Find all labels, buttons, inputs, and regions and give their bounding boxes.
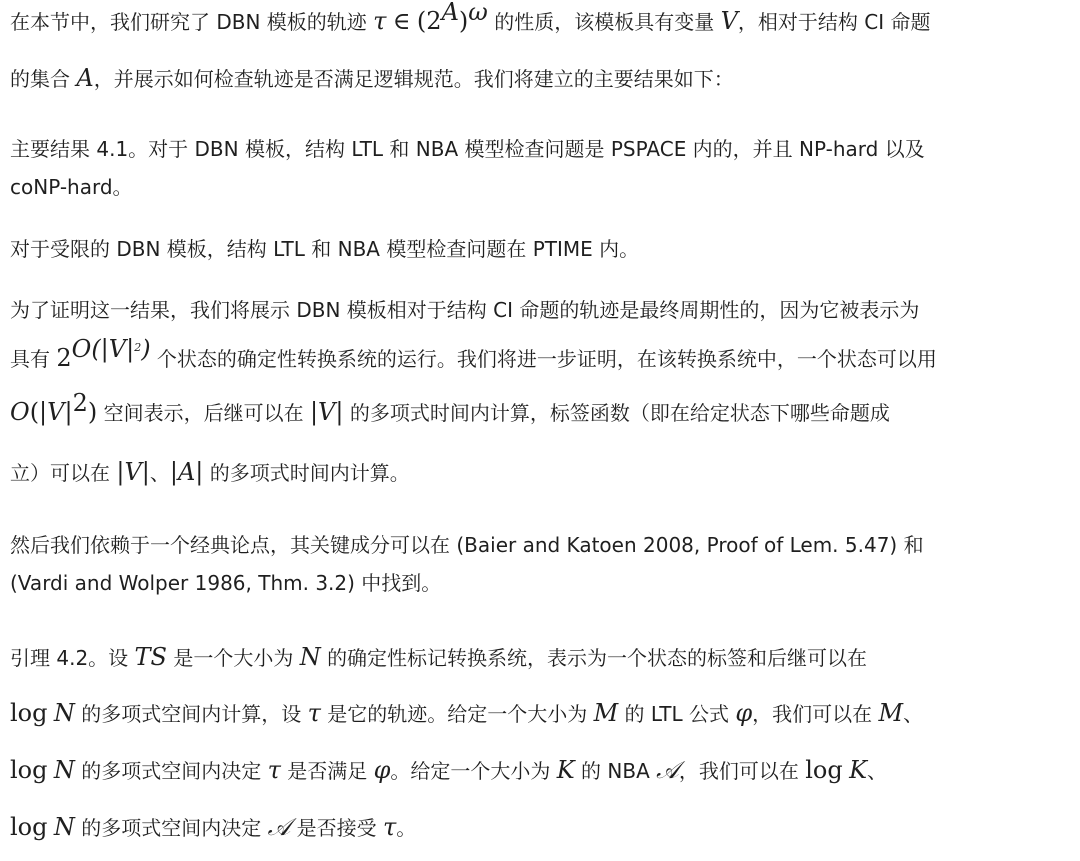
math-log: log: [10, 756, 48, 784]
text-line: 然后我们依赖于一个经典论点，其关键成分可以在 (Baier and Katoen 2008, Proof of Lem. 5.47) 和: [10, 533, 924, 557]
text-run: 是一个大小为: [173, 646, 294, 670]
text-line: 主要结果 4.1。对于 DBN 模板，结构 LTL 和 NBA 模型检查问题是 PSPACE 内的，并且 NP-hard 以及: [10, 137, 925, 161]
text-run: 。给定一个大小为: [390, 759, 551, 783]
text-run: 的多项式空间内决定: [81, 816, 262, 840]
math-text: ): [141, 335, 151, 363]
math-abs-V: |V|: [116, 458, 150, 486]
math-tau: τ: [373, 7, 387, 35]
text-run: 个状态的确定性转换系统的运行。我们将进一步证明，在该转换系统中，一个状态可以用: [156, 347, 937, 371]
math-superscript: 2: [134, 341, 142, 354]
math-text: (2: [416, 7, 442, 35]
text-run: ，相对于结构 CI 命题: [737, 10, 931, 34]
text-run: 的 LTL 公式: [624, 702, 729, 726]
math-V: V: [720, 7, 738, 35]
text-line: [10, 815, 416, 839]
text-line: 对于受限的 DBN 模板，结构 LTL 和 NBA 模型检查问题在 PTIME 内。: [10, 237, 640, 261]
text-run: 是否满足: [287, 759, 368, 783]
math-text: |: [64, 398, 73, 426]
text-line: [10, 645, 867, 669]
text-line: [10, 335, 937, 372]
math-log: log: [10, 813, 48, 841]
text-run: 在本节中，我们研究了 DBN 模板的轨迹: [10, 10, 367, 34]
math-K: K: [556, 756, 575, 784]
math-V: V: [318, 398, 336, 426]
math-state-count: [56, 335, 151, 372]
text-run: 的多项式空间内计算，设: [81, 702, 302, 726]
text-line: 为了证明这一结果，我们将展示 DBN 模板相对于结构 CI 命题的轨迹是最终周期性的，因为它被表示为: [10, 298, 920, 322]
math-abs-A: |A|: [169, 458, 204, 486]
math-TS: TS: [134, 643, 167, 671]
text-run: 引理 4.2。设: [10, 646, 129, 670]
math-text: (|: [29, 398, 48, 426]
text-run: 的性质，该模板具有变量: [494, 10, 715, 34]
math-in: ∈: [392, 7, 411, 35]
text-line: coNP-hard。: [10, 175, 133, 199]
math-N: N: [53, 699, 75, 727]
text-run: 空间表示，后继可以在: [103, 401, 304, 425]
text-run: 、: [149, 461, 170, 485]
math-N: N: [53, 813, 75, 841]
text-run: 的多项式时间内计算，标签函数（即在给定状态下哪些命题成: [349, 401, 890, 425]
math-text: |: [335, 398, 344, 426]
text-run: 立）可以在: [10, 461, 110, 485]
math-text: |: [309, 398, 319, 426]
text-run: 是否接受: [296, 816, 377, 840]
text-run: ，并展示如何检查轨迹是否满足逻辑规范。我们将建立的主要结果如下：: [93, 67, 734, 91]
text-line: [10, 758, 887, 782]
text-line: [10, 0, 931, 35]
math-phi: φ: [373, 756, 391, 784]
text-run: 、: [903, 702, 924, 726]
math-automaton-A: 𝒜: [267, 813, 291, 841]
text-run: 。: [396, 816, 417, 840]
text-run: 的多项式时间内计算。: [209, 461, 410, 485]
math-N: N: [299, 643, 321, 671]
text-line: [10, 701, 923, 725]
math-M: M: [593, 699, 619, 727]
math-tau: τ: [267, 756, 281, 784]
math-O: O: [10, 398, 30, 426]
math-text: ): [458, 7, 469, 35]
math-text: 2: [56, 344, 72, 372]
text-line: [10, 389, 890, 426]
math-text: ): [87, 398, 98, 426]
math-powerset: [416, 0, 488, 35]
math-superscript-omega: ω: [468, 0, 488, 26]
math-exponent: [72, 335, 151, 363]
text-line: [10, 66, 734, 90]
text-run: 是它的轨迹。给定一个大小为: [327, 702, 588, 726]
text-run: 的集合: [10, 67, 70, 91]
text-line: (Vardi and Wolper 1986, Thm. 3.2) 中找到。: [10, 571, 442, 595]
math-A: A: [76, 64, 94, 92]
math-superscript: A: [441, 0, 459, 26]
text-run: 具有: [10, 347, 50, 371]
math-V: V: [47, 398, 65, 426]
math-phi: φ: [735, 699, 753, 727]
math-K: K: [849, 756, 868, 784]
math-text: O(|V|: [71, 335, 135, 363]
text-run: ，我们可以在: [678, 759, 799, 783]
text-run: 的确定性标记转换系统，表示为一个状态的标签和后继可以在: [327, 646, 868, 670]
text-run: ，我们可以在: [752, 702, 873, 726]
text-line: [10, 460, 410, 484]
math-automaton-A: 𝒜: [656, 756, 679, 784]
text-run: 的多项式空间内决定: [81, 759, 262, 783]
math-M: M: [878, 699, 904, 727]
math-tau: τ: [383, 813, 397, 841]
math-log: log: [805, 756, 843, 784]
math-tau: τ: [307, 699, 321, 727]
math-log: log: [10, 699, 48, 727]
text-run: 的 NBA: [581, 759, 650, 783]
text-run: 、: [867, 759, 888, 783]
math-superscript: 2: [72, 389, 88, 417]
math-N: N: [53, 756, 75, 784]
